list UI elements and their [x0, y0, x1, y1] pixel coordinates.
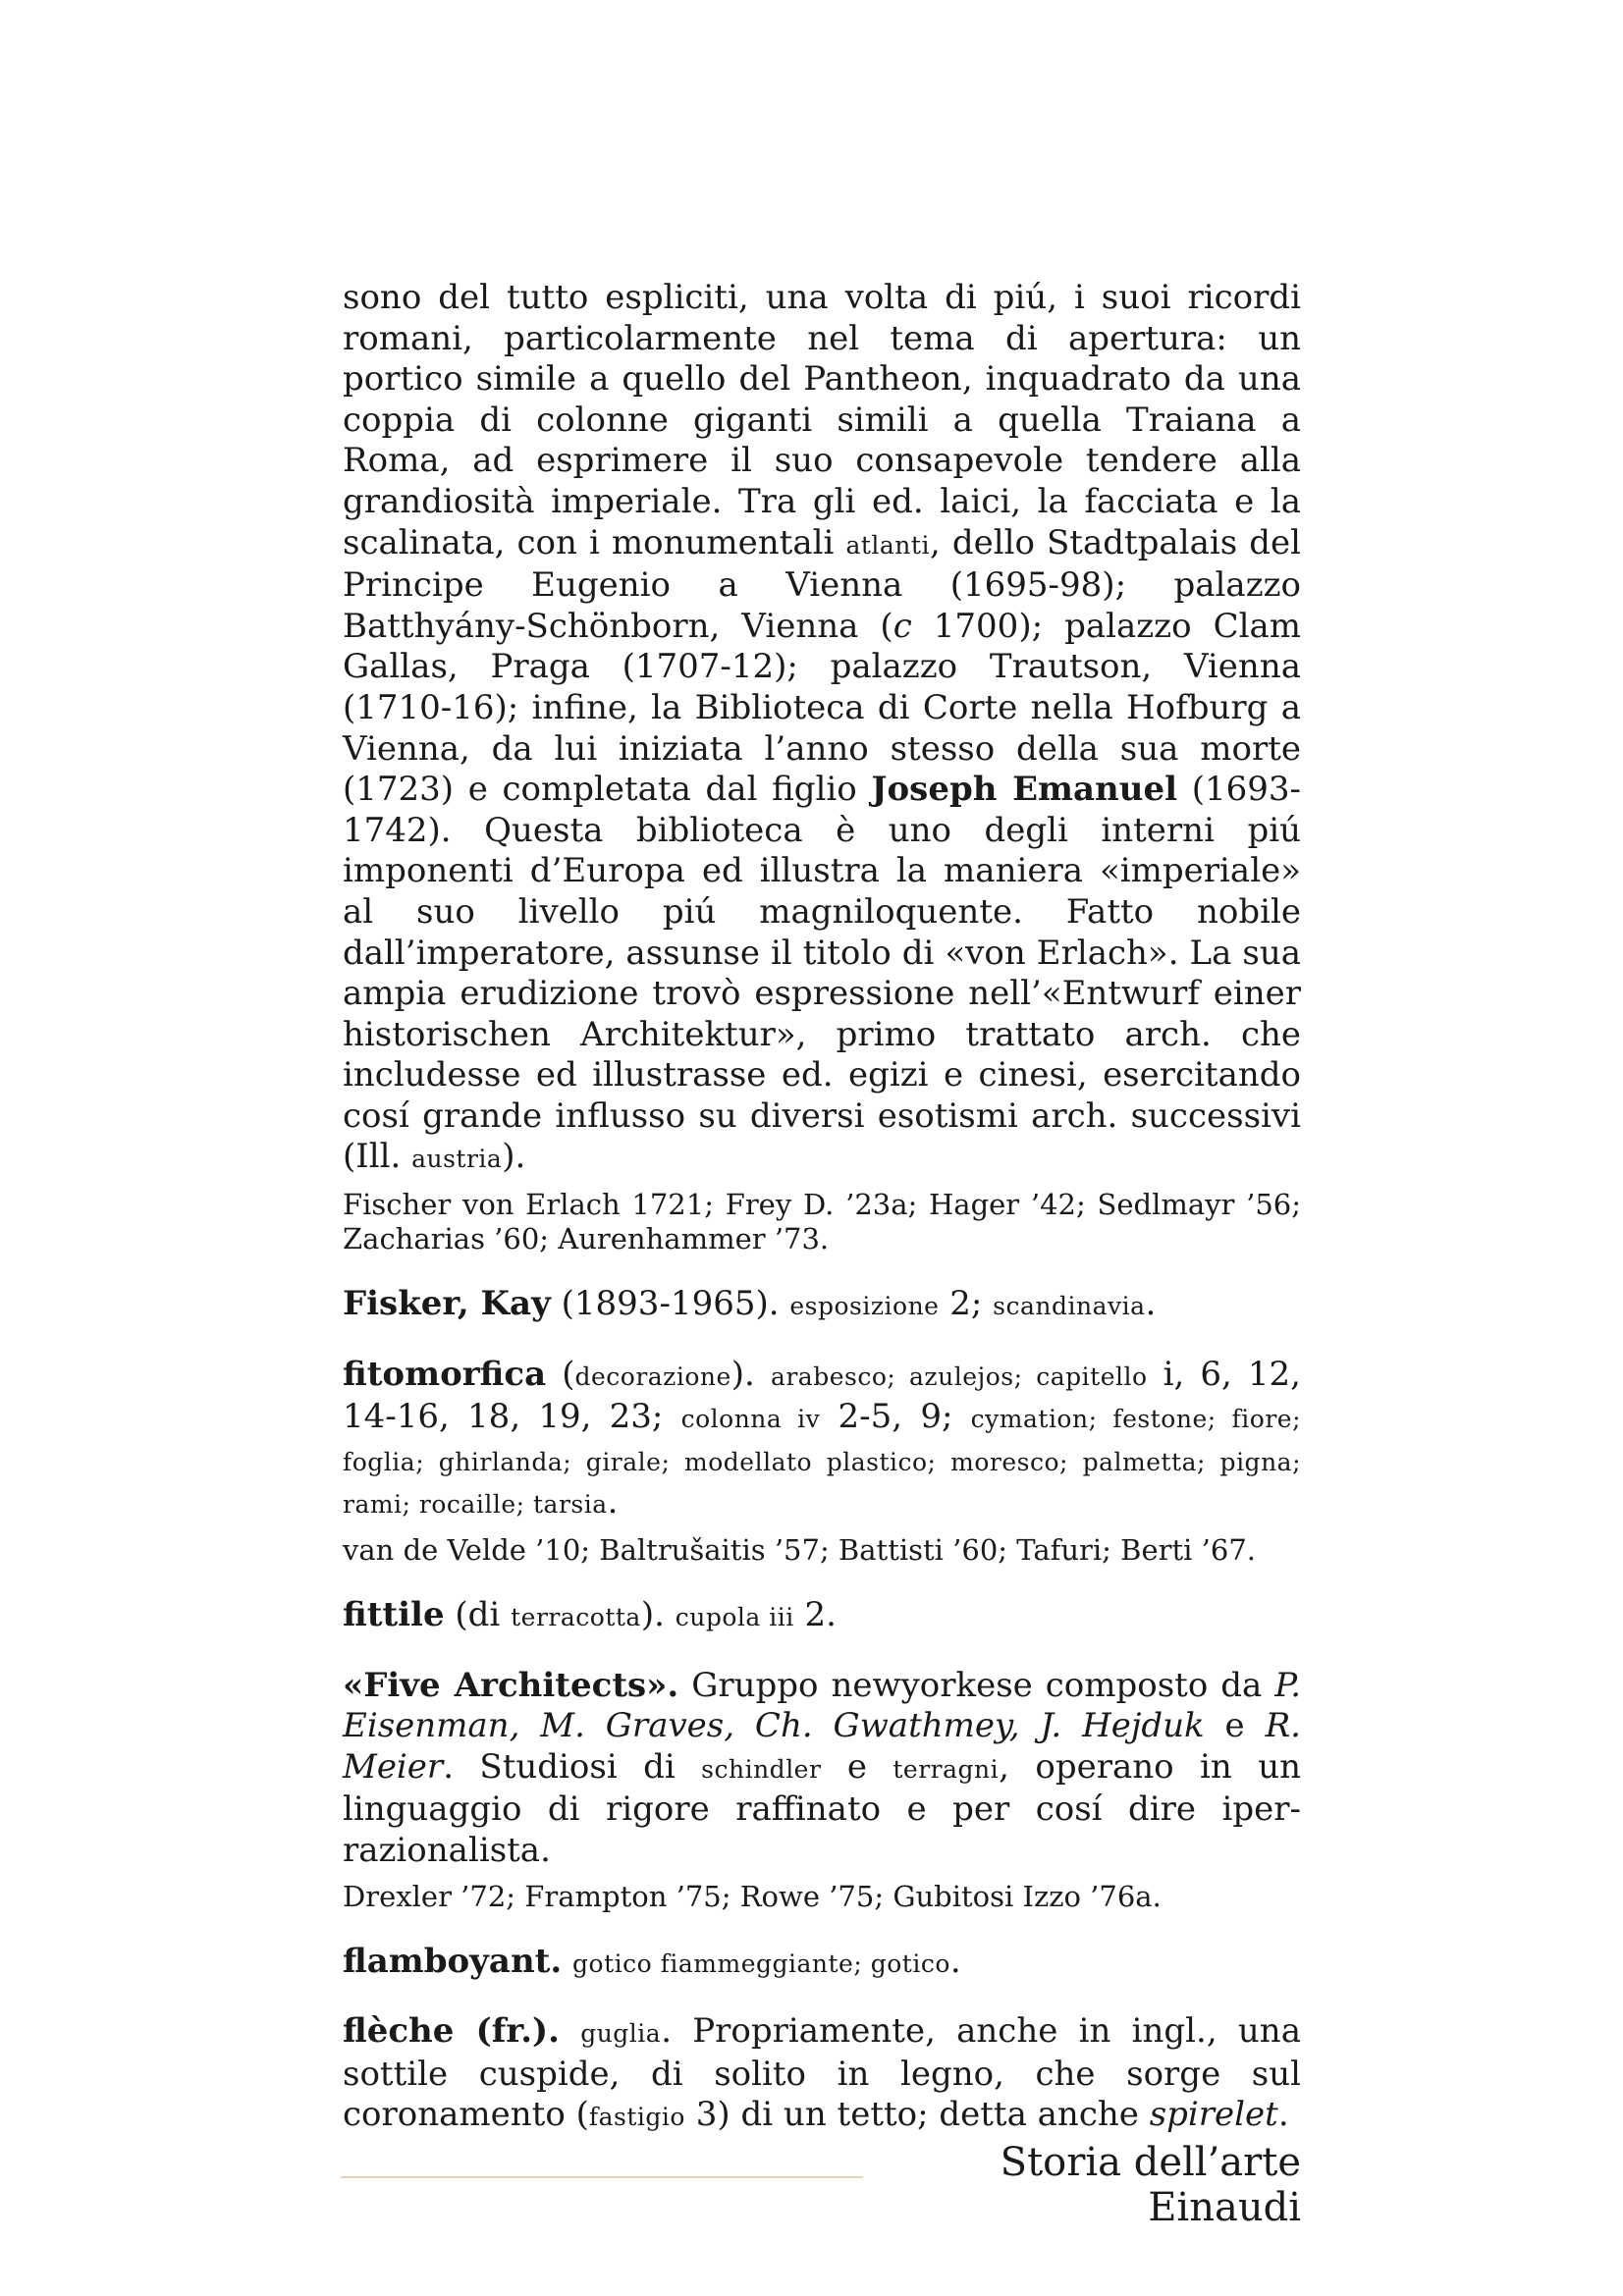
entry-headword: Fisker, Kay [343, 1284, 551, 1324]
cross-reference: esposizione [789, 1292, 940, 1321]
text-run: 2. [793, 1595, 837, 1635]
text-column [343, 278, 1301, 2138]
text-run: 1700); palazzo Clam Gallas, Praga (1707-12); palazzo Trautson, Vienna (1710-16); infine, la Biblioteca di Corte nella Hofburg a Vienna, da lui iniziata l’anno stesso della sua morte (1723) e completata dal figlio [343, 606, 1301, 810]
entry-fitomorfica [343, 1355, 1301, 1525]
text-run: . [1145, 1284, 1157, 1324]
text-run: 3) di un tetto; detta anche [684, 2095, 1150, 2135]
text-run: (1693-1742). Questa biblioteca è uno degli interni piú imponenti d’Europa ed illustra la maniera «imperiale» al suo livello piú magniloquente. Fatto nobile dall’imperatore, assunse il titolo di «von Erlach». La sua ampia erudizione trovò espressione nell’«Entwurf einer historischen Architektur», primo trattato arch. che includesse ed illustrasse ed. egizi e cinesi, esercitando cosí grande influsso su diversi esotismi arch. successivi (Ill. [343, 770, 1302, 1177]
text-run: 2; [939, 1284, 994, 1324]
text-run [562, 1942, 572, 1981]
cross-reference: arabesco; azulejos; capitello [770, 1362, 1148, 1391]
text-run: Gruppo newyorkese composto da [678, 1665, 1275, 1705]
text-run [560, 2011, 580, 2051]
bibliography-fitomorfica: van de Velde ’10; Baltrušaitis ’57; Battisti ’60; Tafuri; Berti ’67. [343, 1533, 1256, 1568]
cross-reference: guglia [580, 2019, 662, 2049]
entry-five-architects [343, 1666, 1301, 1872]
cross-reference: scandinavia [993, 1292, 1146, 1321]
text-run: (1893-1965). [550, 1284, 790, 1324]
italic-names: P. Eisenman, M. Graves, Ch. Gwathmey, J. Hejduk [343, 1665, 1301, 1746]
text-run: e [821, 1746, 893, 1787]
paragraph-fischer-continued [343, 278, 1301, 1180]
footer-rule [341, 2176, 863, 2178]
entry-fleche [343, 2011, 1301, 2138]
cross-reference: colonna iv [680, 1405, 821, 1434]
cross-reference: terracotta [511, 1603, 641, 1632]
cross-reference: cupola iii [675, 1603, 794, 1632]
entry-headword: fitomorfica [343, 1354, 547, 1394]
text-run: . Propriamente, anche in ingl., una sottile cuspide, di solito in legno, che sorge sul coronamento ( [343, 2011, 1301, 2135]
cross-reference: cymation; festone; fiore; foglia; ghirlanda; girale; modellato plastico; moresco; palmetta; pigna; rami; rocaille; tarsia [343, 1405, 1302, 1520]
cross-reference: fastigio [588, 2103, 685, 2132]
text-run: . [949, 1941, 961, 1981]
text-run: , dello Stadtpalais del Principe Eugenio a Vienna (1695-98); palazzo Batthyány-Schönborn, Vienna ( [343, 522, 1301, 646]
entry-headword: flèche (fr.). [343, 2011, 560, 2052]
text-run: , operano in un linguaggio di rigore raffinato e per cosí dire iper-razionalista. [343, 1746, 1301, 1870]
cross-reference: terragni [893, 1754, 1000, 1784]
text-run: . [607, 1482, 619, 1522]
text-run: ). [640, 1595, 676, 1635]
entry-headword: «Five Architects». [343, 1665, 679, 1705]
entry-fittile [343, 1595, 1301, 1638]
cross-reference: decorazione [574, 1362, 731, 1391]
italic-term: spirelet [1149, 2095, 1278, 2135]
text-run: ( [546, 1354, 575, 1394]
entry-headword: flamboyant. [343, 1941, 563, 1981]
text-run: (di [444, 1595, 512, 1635]
entry-fisker [343, 1284, 1301, 1327]
bibliography-fischer: Fischer von Erlach 1721; Frey D. ’23a; Hager ’42; Sedlmayr ’56; Zacharias ’60; Aurenhammer ’73. [343, 1188, 1301, 1256]
entry-flamboyant [343, 1942, 1301, 1985]
footer-publisher: Storia dell’arte Einaudi [1000, 2140, 1301, 2230]
text-run: . [1277, 2095, 1289, 2135]
text-run: c [893, 606, 912, 646]
italic-names: R. Meier [343, 1706, 1301, 1787]
text-run: ). [502, 1137, 526, 1177]
text-run: e [1204, 1706, 1266, 1746]
entry-headword: fittile [343, 1595, 445, 1635]
text-run: i, 6, 12, 14-16, 18, 19, 23; [343, 1354, 1301, 1437]
cross-reference: gotico fiammeggiante; gotico [572, 1949, 950, 1978]
cross-reference: atlanti [845, 530, 930, 560]
bibliography-five-architects: Drexler ’72; Frampton ’75; Rowe ’75; Gubitosi Izzo ’76a. [343, 1879, 1162, 1913]
bold-name: Joseph Emanuel [871, 770, 1178, 810]
text-run: sono del tutto espliciti, una volta di piú, i suoi ricordi romani, particolarmente nel tema di apertura: un portico simile a quello del Pantheon, inquadrato da una coppia di colonne giganti simili a quella Traiana a Roma, ad esprimere il suo consapevole tendere alla grandiosità imperiale. Tra gli ed. laici, la facciata e la scalinata, con i monumentali [343, 278, 1301, 562]
text-run: 2-5, 9; [820, 1397, 971, 1437]
text-run: ). [730, 1354, 771, 1394]
text-run: . Studiosi di [443, 1746, 702, 1787]
cross-reference: schindler [701, 1754, 822, 1784]
cross-reference: austria [411, 1145, 503, 1174]
